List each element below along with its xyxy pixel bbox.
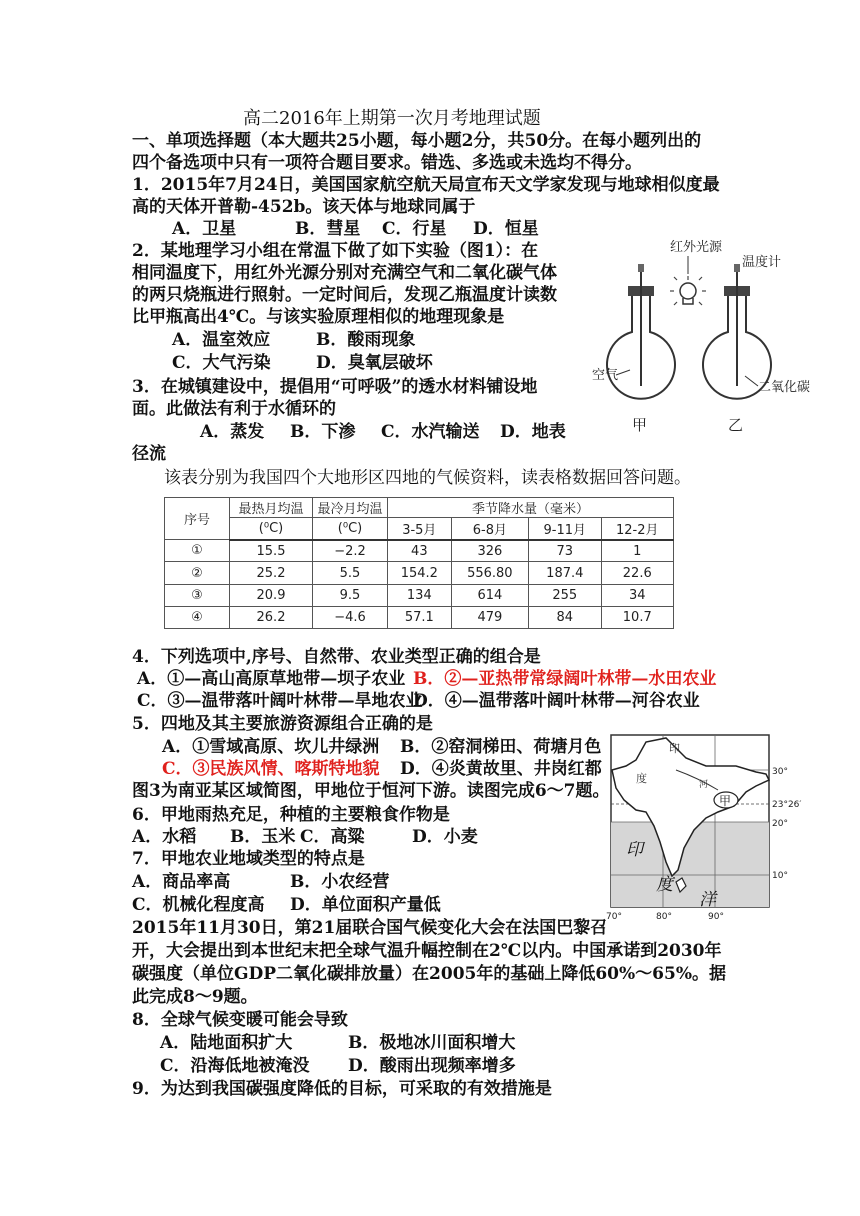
label-lon-70: 70° [606,912,622,922]
q7-stem: 7．甲地农业地域类型的特点是 [132,849,365,869]
table-cell: 34 [601,584,673,606]
q2-stem-line-2: 相同温度下，用红外光源分别对充满空气和二氧化碳气体 [132,263,557,283]
table-cell: 73 [529,540,601,562]
label-lon-90: 90° [708,912,724,922]
q3-stem-line-1: 3．在城镇建设中，提倡用“可呼吸”的透水材料铺设地 [132,377,538,397]
table-cell: 26.2 [230,606,313,628]
label-lat-2326: 23°26′ [772,800,802,810]
q2-stem-line-3: 的两只烧瓶进行照射。一定时间后，发现乙瓶温度计读数 [132,285,557,305]
th-seq: 序号 [165,498,230,540]
table-cell: 479 [451,606,528,628]
q8-intro-line-1: 2015年11月30日，第21届联合国气候变化大会在法国巴黎召 [132,918,608,938]
q2-option-c: C．大气污染 [172,353,271,373]
label-du-top: 度 [636,772,647,785]
q6-option-b: B．玉米 [230,827,296,847]
label-air: 空气 [592,368,619,383]
q7-option-c: C．机械化程度高 [132,895,265,915]
q8-option-c: C．沿海低地被淹没 [160,1056,310,1076]
q5-stem: 5．四地及其主要旅游资源组合正确的是 [132,714,433,734]
th-hot-unit: (⁰C) [230,518,313,540]
table-row [165,540,674,562]
th-cold: 最冷月均温 [313,498,388,518]
q7-option-b: B．小农经营 [290,872,390,892]
q4-option-a: A．①—高山高原草地带—坝子农业 [137,669,406,689]
table-cell: 9.5 [313,584,388,606]
figure-1-flask-experiment [570,236,830,436]
table-cell: 43 [388,540,452,562]
table-cell: −2.2 [313,540,388,562]
fig3-intro: 图3为南亚某区域简图，甲地位于恒河下游。读图完成6～7题。 [132,781,610,801]
q3-option-a: A．蒸发 [200,422,265,442]
table-cell: 5.5 [313,562,388,584]
page-title: 高二2016年上期第一次月考地理试题 [243,108,541,129]
th-cold-unit: (⁰C) [313,518,388,540]
q6-option-d: D．小麦 [412,827,478,847]
q6-option-c: C．高粱 [300,827,365,847]
q8-option-b: B．极地冰川面积增大 [348,1033,516,1053]
q5-option-a: A．①雪域高原、坎儿井绿洲 [162,737,380,757]
q3-option-b: B．下渗 [290,422,356,442]
q3-option-d: D．地表 [500,422,566,442]
table-cell: 10.7 [601,606,673,628]
q3-option-c: C．水汽输送 [381,422,480,442]
q1-stem-line-2: 高的天体开普勒-452b。该天体与地球同属于 [132,197,476,217]
q6-stem: 6．甲地雨热充足，种植的主要粮食作物是 [132,805,450,825]
section-header-line-2: 四个备选项中只有一项符合题目要求。错选、多选或未选均不得分。 [132,153,642,173]
th-season-1: 3-5月 [388,518,452,540]
q7-option-d: D．单位面积产量低 [290,895,441,915]
q5-option-d: D．④炎黄故里、井岗红都 [400,759,602,779]
table-cell: 255 [529,584,601,606]
q4-option-c: C．③—温带落叶阔叶林带—旱地农业 [137,691,423,711]
table-cell: ② [165,562,230,584]
th-hot: 最热月均温 [230,498,313,518]
table-cell: ① [165,540,230,562]
table-cell: 22.6 [601,562,673,584]
q8-intro-line-3: 碳强度（单位GDP二氧化碳排放量）在2005年的基础上降低60%～65%。据 [132,964,726,984]
section-header-line-1: 一、单项选择题（本大题共25小题，每小题2分，共50分。在每小题列出的 [132,131,702,151]
th-season-2: 6-8月 [451,518,528,540]
q2-stem-line-1: 2．某地理学习小组在常温下做了如下实验（图1）：在 [132,241,539,261]
table-row [165,584,674,606]
table-cell: 556.80 [451,562,528,584]
table-cell: 614 [451,584,528,606]
q4-stem: 4．下列选项中,序号、自然带、农业类型正确的组合是 [132,647,541,667]
table-cell: 25.2 [230,562,313,584]
label-thermometer: 温度计 [742,255,782,270]
th-prec: 季节降水量（毫米） [388,498,674,518]
q1-option-c: C．行星 [382,219,447,239]
q2-option-b: B．酸雨现象 [316,330,416,350]
th-season-4: 12-2月 [601,518,673,540]
label-jia: 甲 [719,794,732,808]
q2-stem-line-4: 比甲瓶高出4℃。与该实验原理相似的地理现象是 [132,307,505,327]
q4-option-b: B．②—亚热带常绿阔叶林带—水田农业 [413,669,717,689]
q5-option-c: C．③民族风情、喀斯特地貌 [162,759,380,779]
q3-option-d-cont: 径流 [132,444,166,464]
table-row [165,606,674,628]
figure-3-south-asia-map [606,730,816,922]
table-cell: ④ [165,606,230,628]
q8-intro-line-2: 开，大会提出到本世纪末把全球气温升幅控制在2℃以内。中国承诺到2030年 [132,941,722,961]
q8-intro-line-4: 此完成8～9题。 [132,987,258,1007]
q1-option-d: D．恒星 [473,219,539,239]
label-infrared-light: 红外光源 [670,240,723,255]
label-lon-80: 80° [656,912,672,922]
label-jia: 甲 [632,416,648,434]
q2-option-a: A．温室效应 [172,330,271,350]
q3-stem-line-2: 面。此做法有利于水循环的 [132,399,336,419]
label-lat-20: 20° [772,819,788,829]
q8-option-d: D．酸雨出现频率增多 [348,1056,516,1076]
table-cell: 84 [529,606,601,628]
lightbulb-icon [680,283,696,299]
q8-option-a: A．陆地面积扩大 [160,1033,293,1053]
table-cell: −4.6 [313,606,388,628]
q1-option-a: A．卫星 [172,219,237,239]
table-cell: 1 [601,540,673,562]
table-cell: 154.2 [388,562,452,584]
label-yin: 印 [626,840,643,860]
q5-option-b: B．②窑洞梯田、荷塘月色 [400,737,602,757]
climate-table [164,497,674,629]
q9-stem: 9．为达到我国碳强度降低的目标，可采取的有效措施是 [132,1079,552,1099]
table-cell: 134 [388,584,452,606]
label-co2: 二氧化碳 [758,380,811,395]
label-yi: 乙 [728,416,744,434]
table-cell: 57.1 [388,606,452,628]
label-yang: 洋 [699,890,716,910]
table-cell: 326 [451,540,528,562]
q4-option-d: D．④—温带落叶阔叶林带—河谷农业 [413,691,700,711]
q1-stem-line-1: 1．2015年7月24日，美国国家航空航天局宣布天文学家发现与地球相似度最 [132,175,720,195]
table-row [165,562,674,584]
table-cell: 187.4 [529,562,601,584]
label-he: 河 [699,780,709,790]
th-season-3: 9-11月 [529,518,601,540]
table-intro: 该表分别为我国四个大地形区四地的气候资料，读表格数据回答问题。 [164,468,691,488]
table-cell: ③ [165,584,230,606]
label-lat-30: 30° [772,767,788,777]
q1-option-b: B．彗星 [295,219,361,239]
label-yin-top: 印 [669,742,680,755]
label-du: 度 [656,875,673,895]
table-cell: 20.9 [230,584,313,606]
table-cell: 15.5 [230,540,313,562]
q6-option-a: A．水稻 [132,827,197,847]
label-lat-10: 10° [772,871,788,881]
q7-option-a: A．商品率高 [132,872,231,892]
q8-stem: 8．全球气候变暖可能会导致 [132,1010,348,1030]
q2-option-d: D．臭氧层破坏 [316,353,433,373]
